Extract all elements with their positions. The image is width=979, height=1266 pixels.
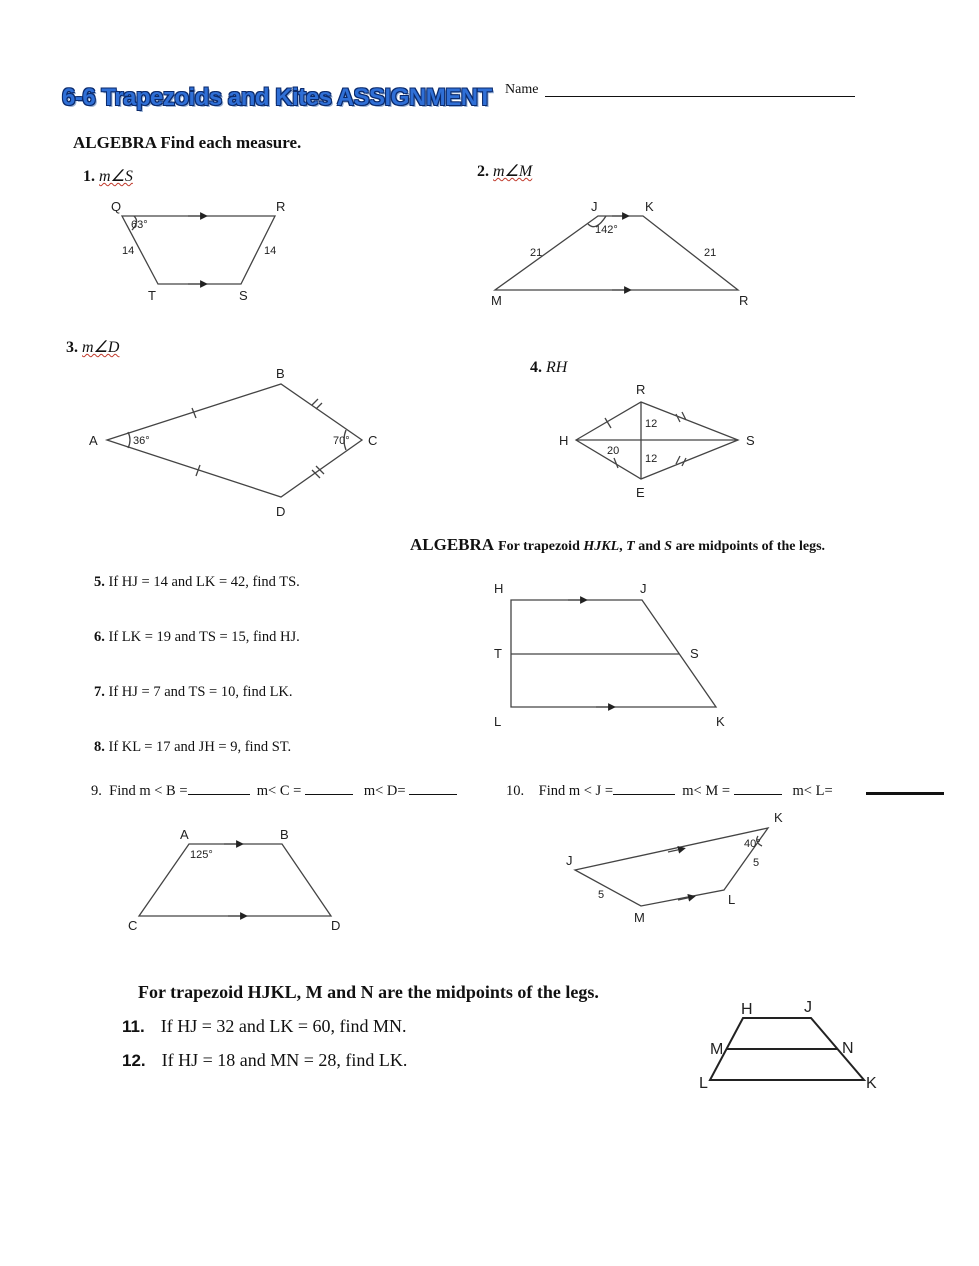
- figure-2-label-R: R: [739, 293, 749, 308]
- figure-1-label-T: T: [148, 288, 156, 303]
- figure-1-angle-63: 63°: [131, 219, 148, 231]
- figure-4-label-S: S: [746, 433, 755, 448]
- section2-heading-T: T: [626, 539, 635, 554]
- figure-9-label-B: B: [280, 827, 289, 842]
- question-6: 6. If LK = 19 and TS = 15, find HJ.: [94, 629, 300, 645]
- question-7-text: If HJ = 7 and TS = 10, find LK.: [108, 684, 293, 700]
- problem-2-number: 2.: [477, 163, 489, 180]
- problem-3-expression: m∠D: [82, 339, 120, 356]
- problem-2-expression: m∠M: [493, 163, 533, 180]
- figure-2-label-K: K: [645, 199, 654, 214]
- question-8-text: If KL = 17 and JH = 9, find ST.: [108, 739, 292, 755]
- question-10-part-b: m< M =: [682, 783, 731, 799]
- figure-5-label-H: H: [494, 581, 504, 596]
- section2-heading-algebra: ALGEBRA: [410, 535, 495, 554]
- question-10-part-c: m< L=: [792, 783, 833, 799]
- figure-10-angle-40: 40°: [744, 838, 761, 850]
- question-12-text: If HJ = 18 and MN = 28, find LK.: [161, 1050, 408, 1070]
- figure-5-label-J: J: [640, 581, 647, 596]
- figure-10-label-L: L: [728, 892, 736, 907]
- question-9-number: 9.: [91, 783, 102, 799]
- section2-heading-text-3: are midpoints of the legs.: [672, 539, 826, 554]
- problem-1-expression: m∠S: [99, 168, 133, 185]
- question-9-part-b: m< C =: [256, 783, 302, 799]
- name-label: Name: [505, 82, 539, 97]
- problem-4-number: 4.: [530, 359, 542, 376]
- figure-3-label-C: C: [368, 433, 378, 448]
- figure-1-side-right: 14: [264, 245, 277, 257]
- figure-1-label-S: S: [239, 288, 248, 303]
- worksheet-title: 6-6 Trapezoids and Kites ASSIGNMENT: [62, 84, 492, 111]
- figure-4-len-12-bottom: 12: [645, 453, 658, 465]
- question-12-number: 12.: [122, 1051, 146, 1070]
- figure-4-label-H: H: [559, 433, 569, 448]
- figure-9-outline: [139, 844, 331, 916]
- figure-9-label-C: C: [128, 918, 138, 933]
- question-11-text: If HJ = 32 and LK = 60, find MN.: [160, 1016, 407, 1036]
- figure-5-label-S: S: [690, 646, 699, 661]
- question-5: 5. If HJ = 14 and LK = 42, find TS.: [94, 574, 300, 590]
- figure-1-label-R: R: [276, 199, 286, 214]
- section3-heading: For trapezoid HJKL, M and N are the midpoints of the legs.: [138, 982, 599, 1002]
- figure-2-label-M: M: [491, 293, 502, 308]
- figure-3-label-D: D: [276, 504, 286, 519]
- figure-5-label-T: T: [494, 646, 502, 661]
- section1-heading: ALGEBRA Find each measure.: [73, 133, 302, 152]
- figure-9-angle-125: 125°: [190, 849, 213, 861]
- figure-5-trapezoid: [511, 600, 716, 707]
- figure-10-label-M: M: [634, 910, 645, 925]
- figure-5-label-K: K: [716, 714, 725, 729]
- figure-11-label-M: M: [710, 1041, 724, 1058]
- question-6-text: If LK = 19 and TS = 15, find HJ.: [108, 629, 300, 645]
- question-11-number: 11.: [122, 1017, 145, 1036]
- problem-1-number: 1.: [83, 168, 95, 185]
- figure-4-kite: [576, 402, 738, 479]
- figure-10-side-KL: 5: [753, 857, 760, 869]
- figure-4-len-20: 20: [607, 445, 620, 457]
- question-10-number: 10.: [506, 783, 525, 799]
- figure-4-label-R: R: [636, 382, 646, 397]
- figure-9-label-D: D: [331, 918, 341, 933]
- figure-2-label-J: J: [591, 199, 598, 214]
- section2-heading-text-1: For trapezoid: [498, 539, 584, 554]
- section2-heading-var: HJKL: [583, 539, 620, 554]
- figure-10-label-J: J: [566, 853, 573, 868]
- figure-4-len-12-top: 12: [645, 418, 658, 430]
- figure-3-label-A: A: [89, 433, 98, 448]
- figure-1-side-left: 14: [122, 245, 135, 257]
- figure-11-label-J: J: [804, 999, 812, 1016]
- figure-11-label-N: N: [842, 1040, 854, 1057]
- figure-1-label-Q: Q: [111, 199, 122, 214]
- figure-10-label-K: K: [774, 810, 783, 825]
- section2-heading-S: S: [664, 539, 673, 554]
- figure-3-angle-36: 36°: [133, 435, 150, 447]
- section2-heading-and: and: [634, 539, 665, 554]
- problem-3-number: 3.: [66, 339, 78, 356]
- section2-heading-text-2: ,: [619, 539, 627, 554]
- figure-3-double-tick-BC: [312, 399, 322, 409]
- question-9-part-c: m< D=: [363, 783, 406, 799]
- question-9-part-a: Find m < B =: [109, 783, 188, 799]
- figure-3-angle-70: 70°: [333, 435, 350, 447]
- question-7: 7. If HJ = 7 and TS = 10, find LK.: [94, 684, 293, 700]
- figure-2-side-right: 21: [704, 247, 717, 259]
- question-5-text: If HJ = 14 and LK = 42, find TS.: [108, 574, 300, 590]
- figure-9-label-A: A: [180, 827, 189, 842]
- figure-11-label-H: H: [741, 1001, 753, 1018]
- figure-11-label-L: L: [699, 1075, 708, 1092]
- figure-3-label-B: B: [276, 366, 285, 381]
- figure-2-side-left: 21: [530, 247, 543, 259]
- figure-3-angle-arc-A: [128, 432, 130, 448]
- question-8: 8. If KL = 17 and JH = 9, find ST.: [94, 739, 292, 755]
- figure-4-label-E: E: [636, 485, 645, 500]
- figure-2-angle-142: 142°: [595, 224, 618, 236]
- figure-5-label-L: L: [494, 714, 502, 729]
- problem-4-expression: RH: [546, 359, 568, 376]
- figure-10-side-JM: 5: [598, 889, 605, 901]
- question-10-part-a: Find m < J =: [538, 783, 613, 799]
- figure-9-trapezoid: [139, 844, 331, 916]
- figure-11-label-K: K: [866, 1075, 877, 1092]
- figure-11-trapezoid: [710, 1018, 864, 1080]
